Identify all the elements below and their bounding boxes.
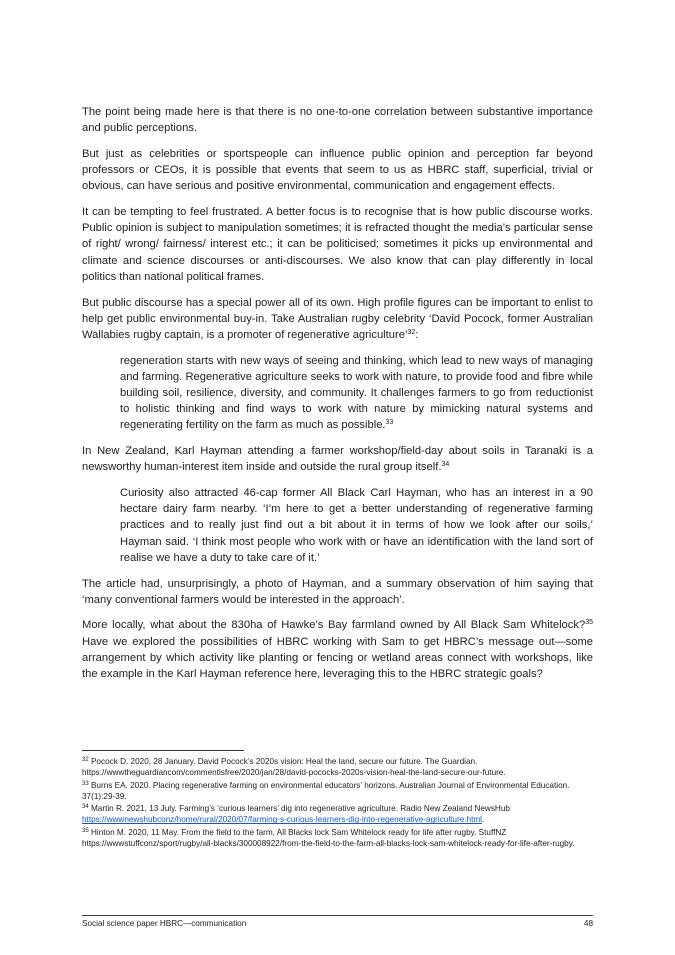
paragraph: It can be tempting to feel frustrated. A better focus is to recognise that is how public discourse works. Public opinion is subject to manipulation sometimes; it is refracted thought the media’s particular sense of right/ wrong/ fairness/ interest etc.; it can be politicised; sometimes it picks up environmental and climate and science discourses or anti-discourses. We also know that can play differently in local politics than national political frames. [82,206,593,283]
footer-title: Social science paper HBRC—communication [82,919,247,928]
footnote: $^{33}$ Burns EA. 2020. Placing regenerative farming on environmental educators’ horizons. Australian Journal of Environmental Education. 37(1):29-39. [82,780,570,801]
paragraph: But just as celebrities or sportspeople can influence public opinion and perception far beyond professors or CEOs, it is possible that events that seem to us as HBRC staff, superficial, trivial or obvious, can have serious and positive environmental, communication and engagement effects. [82,147,593,193]
footnote: $^{32}$ Pocock D. 2020, 28 January. David Pocock’s 2020s vision: Heal the land, secure our future. The Guardian. https://wwwtheguardiancom/commentisfree/2020/jan/28/david-pococks-2020s-vision-heal-the-land-secure-our-future. [82,757,506,778]
paragraph: The point being made here is that there is no one-to-one correlation between substantive importance and public perceptions. [82,106,593,135]
paragraph: In New Zealand, Karl Hayman attending a farmer workshop/field-day about soils in Taranaki is a newsworthy human-interest item inside and outside the rural group itself.$^{34}$ [82,445,593,474]
paragraph: More locally, what about the 830ha of Hawke’s Bay farmland owned by All Black Sam Whitelock?$^{35}$ Have we explored the possibilities of HBRC working with Sam to get HBRC’s message out—some arrangement by which activity like planting or fencing or wetland areas connect with workshops, like the example in the Karl Hayman reference here, leveraging this to the HBRC strategic goals? [82,619,593,681]
block-quote: regeneration starts with new ways of seeing and thinking, which lead to new ways of managing and farming. Regenerative agriculture seeks to work with nature, to provide food and fibre while building soil, resilience, diversity, and community. It challenges farmers to go from reductionist to holistic thinking and find ways to work with nature by mimicking natural systems and regenerating fertility on the farm as much as possible.$^{33}$ [120,354,593,432]
footnote-ref[interactable]: 34 [441,461,450,469]
footnote: $^{34}$ Martin R. 2021, 13 July. Farming’s ‘curious learners’ dig into regenerative agriculture. Radio New Zealand NewsHub https://wwwnewshubconz/home/rural/2020/07/farming-s-curious-learners-dig-into-regenerative-agriculture.html. [82,804,510,825]
footnote-separator [82,750,244,751]
block-quote: Curiosity also attracted 46-cap former All Black Carl Hayman, who has an interest in a 90 hectare dairy farm nearby. ‘I’m here to get a better understanding of regenerative farming practices and to really just find out a bit about it in terms of how we look after our soils,’ Hayman said. ‘I think most people who work with or have an identification with the land sort of realise we have a duty to take care of it.’ [120,487,593,564]
body-text [82,104,593,692]
footnote-ref[interactable]: 32 [407,328,416,336]
footer-separator [82,915,593,916]
paragraph: But public discourse has a special power all of its own. High profile figures can be important to enlist to help get public environmental buy-in. Take Australian rugby celebrity ‘David Pocock, former Australian Wallabies rugby captain, is a promoter of regenerative agriculture’$^{32}$: [82,296,593,341]
page-number: 48 [583,919,593,928]
footnote: $^{35}$ Hinton M. 2020, 11 May. From the field to the farm, All Blacks lock Sam Whitelock ready for life after rugby. StuffNZ https://wwwstuffconz/sport/rugby/all-blacks/300008922/from-the-field-to-the-farm-all-blacks-lock-sam-whitelock-ready-for-life-after-rugby. [82,828,575,849]
footnote-ref[interactable]: 33 [385,419,394,427]
footnote-ref[interactable]: 35 [585,619,593,627]
footnotes [82,756,593,851]
paragraph: The article had, unsurprisingly, a photo of Hayman, and a summary observation of him saying that ‘many conventional farmers would be interested in the approach’. [82,577,593,606]
footnote-link[interactable]: https://wwwnewshubconz/home/rural/2020/07/farming-s-curious-learners-dig-into-regenerative-agriculture.html [82,815,483,825]
